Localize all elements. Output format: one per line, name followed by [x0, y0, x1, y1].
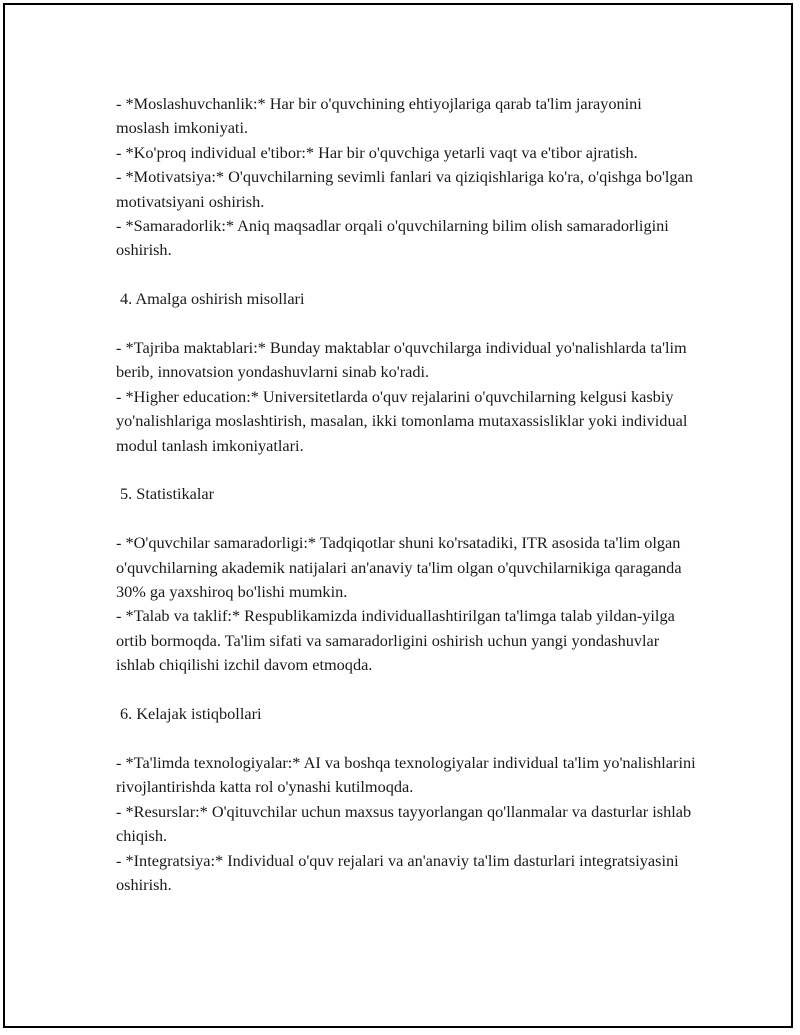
list-item-talab-va-taklif: - *Talab va taklif:* Respublikamizda individuallashtirilgan ta'limga talab yildan-yilga ortib bormoqda. Ta'lim sifati va samaradorligini oshirish uchun yangi yondashuvlar ishlab chiqilishi izchil davom etmoqda.	[116, 606, 675, 675]
list-item-individual-etibor: - *Ko'proq individual e'tibor:* Har bir o'quvchiga yetarli vaqt va e'tibor ajratish.	[116, 142, 638, 162]
list-item-oquvchilar-samaradorligi: - *O'quvchilar samaradorligi:* Tadqiqotlar shuni ko'rsatadiki, ITR asosida ta'lim olgan o'quvchilarning akademik natijalari an'anaviy ta'lim olgan o'quvchilarnikiga qaraganda 30% ga yaxshiroq bo'lishi mumkin.	[116, 533, 682, 602]
list-item-talimda-texnologiyalar: - *Ta'limda texnologiyalar:* AI va boshqa texnologiyalar individual ta'lim yo'nalishlarini rivojlantirishda katta rol o'ynashi kutilmoqda.	[116, 752, 696, 797]
spacer	[116, 726, 696, 750]
list-item-tajriba-maktablari: - *Tajriba maktablari:* Bunday maktablar o'quvchilarga individual yo'nalishlarda ta'lim berib, innovatsion yondashuvlarni sinab ko'radi.	[116, 338, 687, 382]
list-item-resurslar: - *Resurslar:* O'qituvchilar uchun maxsus tayyorlangan qo'llanmalar va dasturlar ishlab chiqish.	[116, 801, 692, 846]
spacer	[116, 458, 696, 482]
list-item-samaradorlik: - *Samaradorlik:* Aniq maqsadlar orqali o'quvchilarning bilim olish samaradorligini oshirish.	[116, 216, 669, 260]
spacer	[116, 678, 696, 702]
section-heading-6: 6. Kelajak istiqbollari	[120, 704, 262, 724]
list-item-higher-education: - *Higher education:* Universitetlarda o'quv rejalarini o'quvchilarning kelgusi kasbiy yo'nalishlariga moslashtirish, masalan, ikki tomonlama mutaxassisliklar yoki individual modul tanlash imkoniyatlari.	[116, 386, 688, 455]
section-heading-5: 5. Statistikalar	[120, 484, 215, 504]
list-item-moslashuvchanlik: - *Moslashuvchanlik:* Har bir o'quvchining ehtiyojlariga qarab ta'lim jarayonini moslash imkoniyati.	[116, 94, 642, 138]
list-item-motivatsiya: - *Motivatsiya:* O'quvchilarning sevimli fanlari va qiziqishlariga ko'ra, o'qishga bo'lgan motivatsiyani oshirish.	[116, 167, 693, 211]
spacer	[116, 507, 696, 531]
spacer	[116, 312, 696, 336]
spacer	[116, 263, 696, 287]
section-heading-4: 4. Amalga oshirish misollari	[120, 289, 305, 309]
list-item-integratsiya: - *Integratsiya:* Individual o'quv rejalari va an'anaviy ta'lim dasturlari integratsiyasini oshirish.	[116, 850, 679, 894]
document-body	[116, 92, 696, 897]
